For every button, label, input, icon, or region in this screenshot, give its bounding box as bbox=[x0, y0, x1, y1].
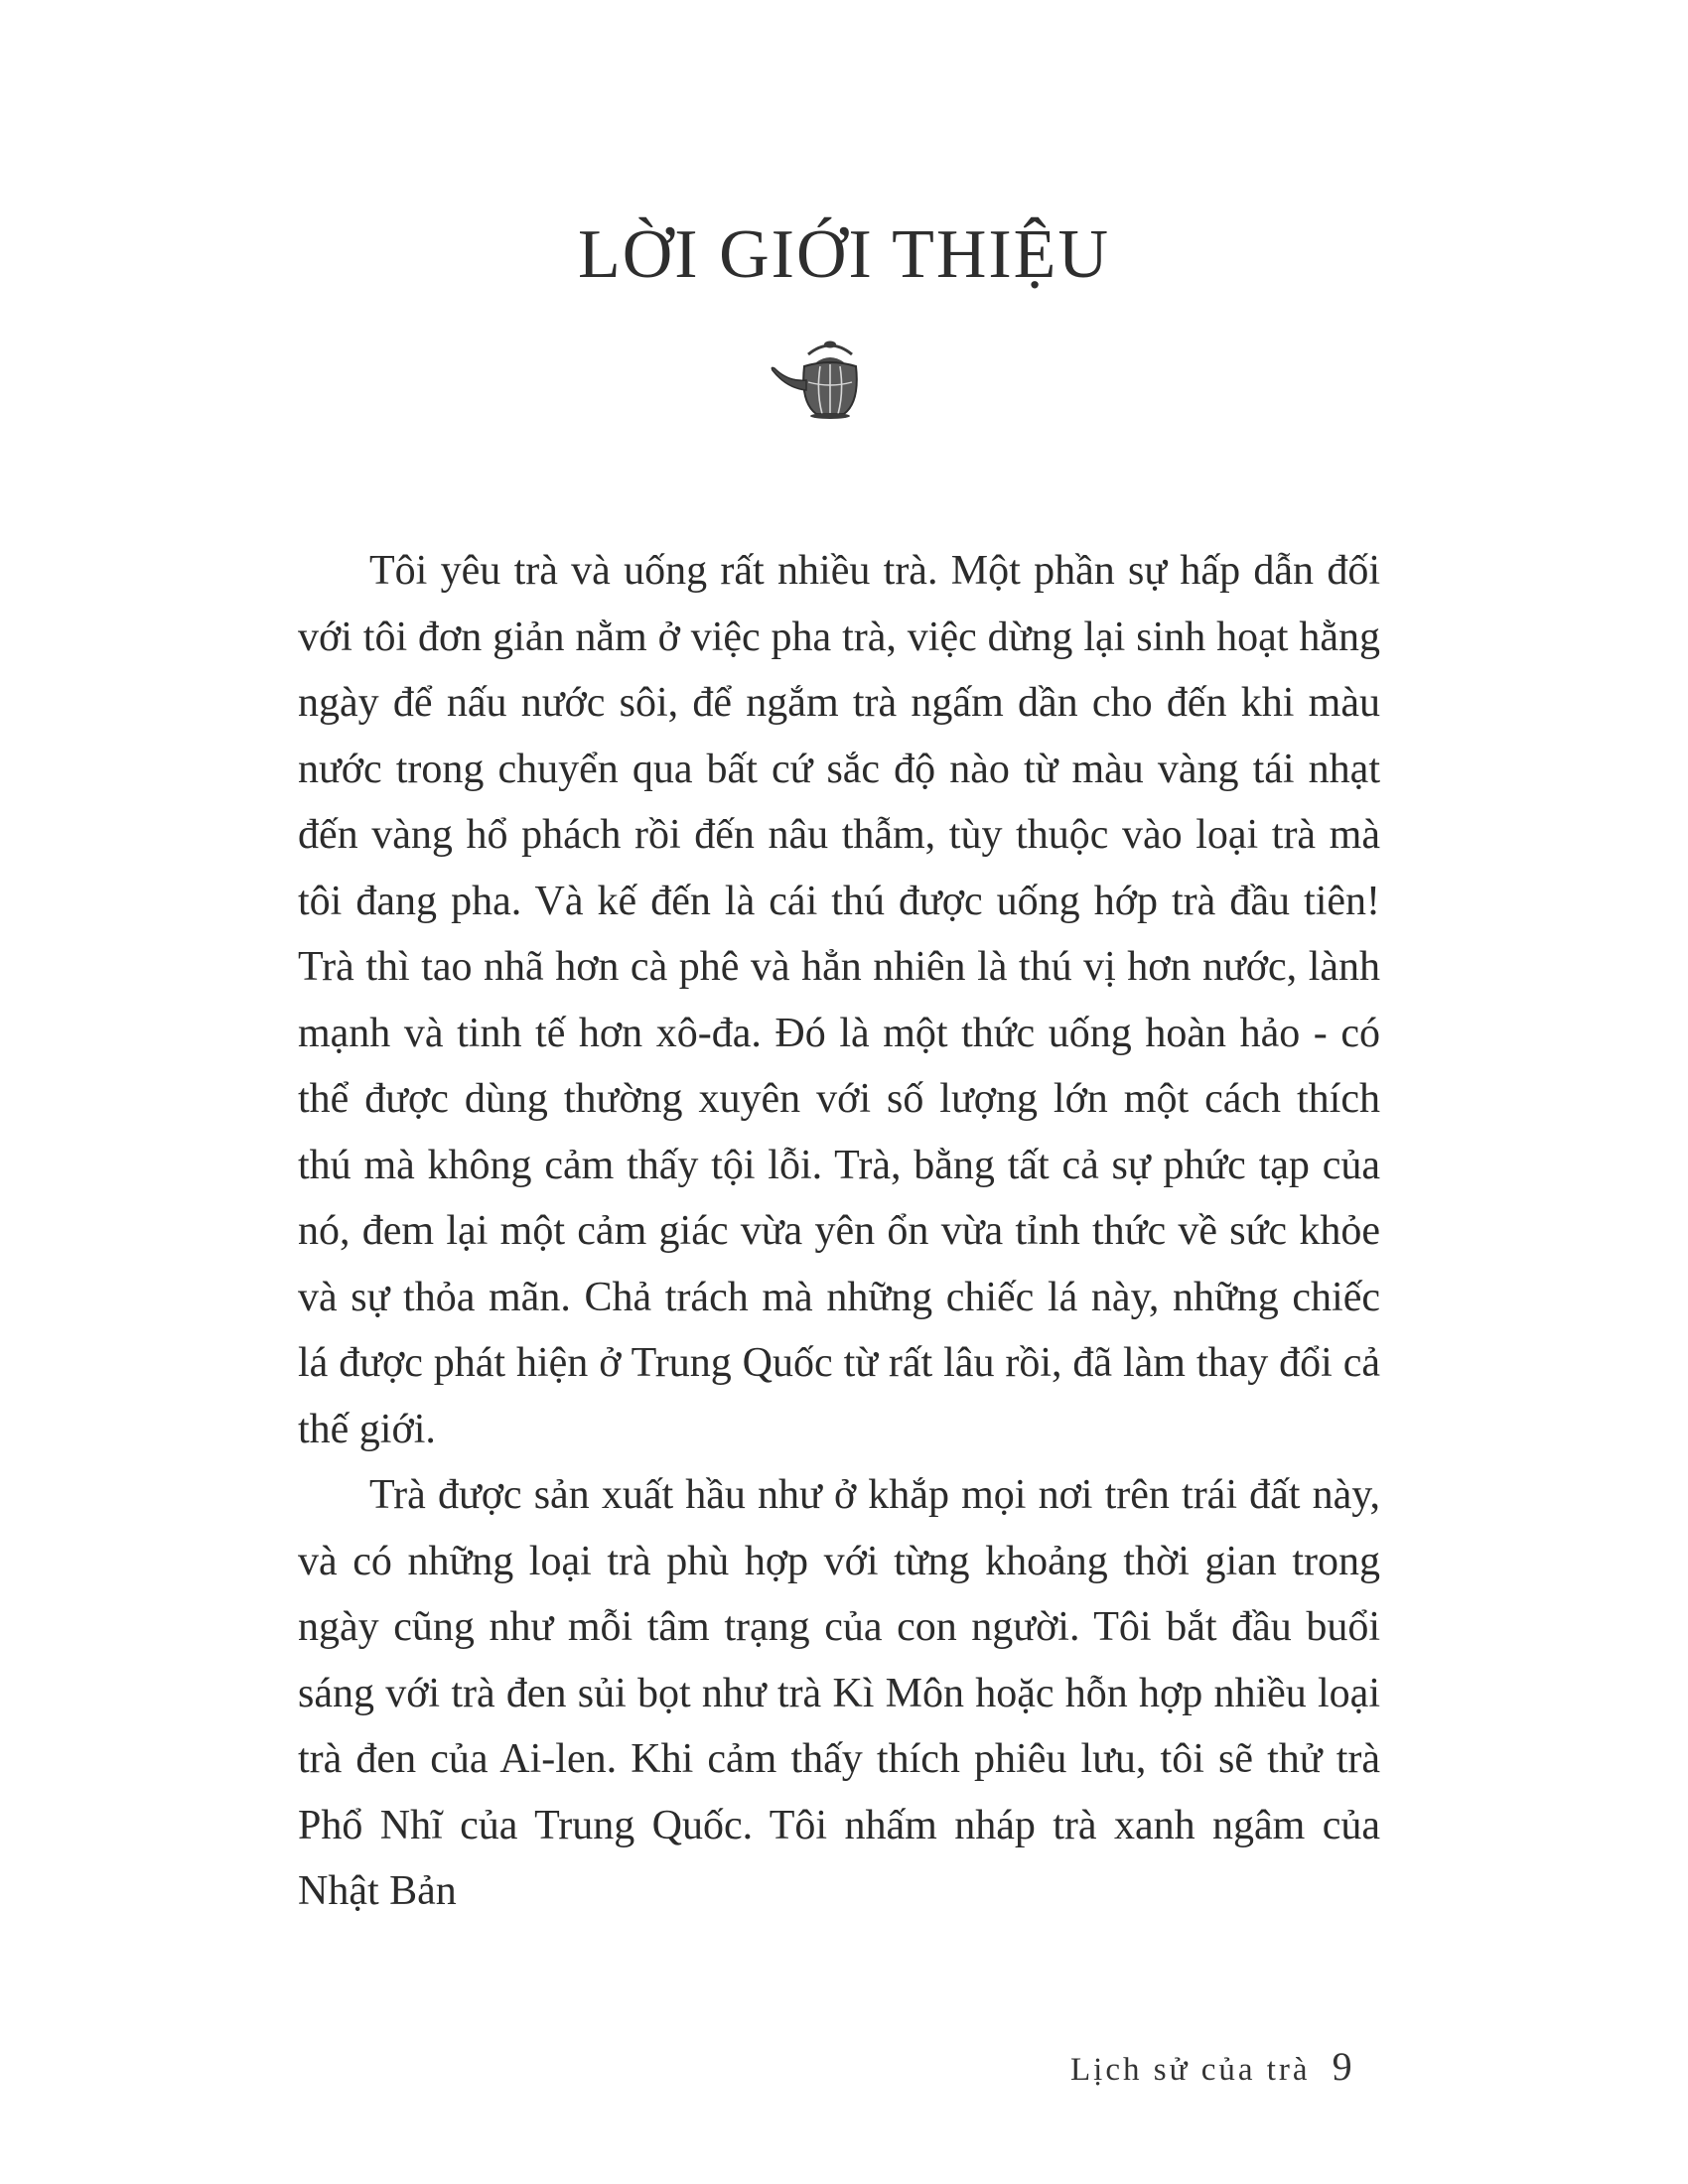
teapot-icon bbox=[761, 333, 900, 422]
running-head: Lịch sử của trà bbox=[1070, 2052, 1311, 2088]
page-number: 9 bbox=[1332, 2044, 1352, 2089]
page-footer bbox=[1070, 2043, 1388, 2090]
body-text bbox=[298, 538, 1380, 1925]
paragraph-1: Tôi yêu trà và uống rất nhiều trà. Một phần sự hấp dẫn đối với tôi đơn giản nằm ở việc pha trà, việc dừng lại sinh hoạt hằng ngày để nấu nước sôi, để ngắm trà ngấm dần cho đến khi màu nước trong chuyển qua bất cứ sắc độ nào từ màu vàng tái nhạt đến vàng hổ phách rồi đến nâu thẫm, tùy thuộc vào loại trà mà tôi đang pha. Và kế đến là cái thú được uống hớp trà đầu tiên! Trà thì tao nhã hơn cà phê và hẳn nhiên là thú vị hơn nước, lành mạnh và tinh tế hơn xô-đa. Đó là một thức uống hoàn hảo - có thể được dùng thường xuyên với số lượng lớn một cách thích thú mà không cảm thấy tội lỗi. Trà, bằng tất cả sự phức tạp của nó, đem lại một cảm giác vừa yên ổn vừa tỉnh thức về sức khỏe và sự thỏa mãn. Chả trách mà những chiếc lá này, những chiếc lá được phát hiện ở Trung Quốc từ rất lâu rồi, đã làm thay đổi cả thế giới. bbox=[298, 548, 1380, 1452]
paragraph-2: Trà được sản xuất hầu như ở khắp mọi nơi trên trái đất này, và có những loại trà phù hợp với từng khoảng thời gian trong ngày cũng như mỗi tâm trạng của con người. Tôi bắt đầu buổi sáng với trà đen sủi bọt như trà Kì Môn hoặc hỗn hợp nhiều loại trà đen của Ai-len. Khi cảm thấy thích phiêu lưu, tôi sẽ thử trà Phổ Nhĩ của Trung Quốc. Tôi nhấm nháp trà xanh ngâm của Nhật Bản bbox=[298, 1472, 1380, 1914]
chapter-title: LỜI GIỚI THIỆU bbox=[577, 216, 1110, 293]
